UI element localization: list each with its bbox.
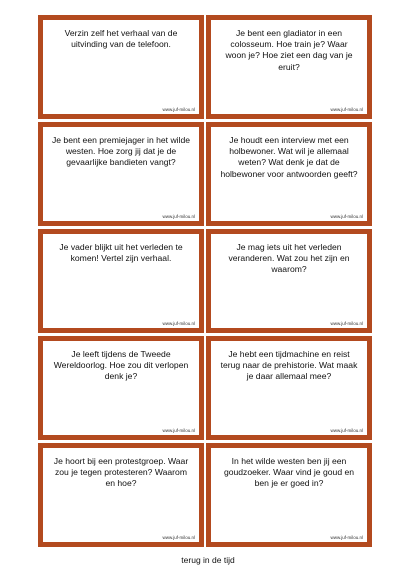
story-card bbox=[38, 336, 204, 440]
story-card bbox=[38, 122, 204, 226]
footer-title: terug in de tijd bbox=[181, 555, 235, 565]
story-card bbox=[38, 443, 204, 547]
card-question: Je bent een premiejager in het wilde westen. Hoe zorg jij dat je de gevaarlijke bandieten vangt? bbox=[51, 135, 191, 168]
card-question: Verzin zelf het verhaal van de uitvinding van de telefoon. bbox=[64, 28, 178, 50]
story-card bbox=[206, 229, 372, 333]
story-card bbox=[206, 122, 372, 226]
card-url: www.juf-milou.nl bbox=[162, 214, 195, 219]
story-card bbox=[206, 443, 372, 547]
card-url: www.juf-milou.nl bbox=[162, 107, 195, 112]
card-question: Je mag iets uit het verleden veranderen. Wat zou het zijn en waarom? bbox=[228, 242, 350, 275]
card-question: In het wilde westen ben jij een goudzoeker. Waar vind je goud en ben je er goed in? bbox=[223, 456, 355, 489]
card-url: www.juf-milou.nl bbox=[162, 321, 195, 326]
card-question: Je leeft tijdens de Tweede Wereldoorlog. Hoe zou dit verlopen denk je? bbox=[53, 349, 189, 382]
card-url: www.juf-milou.nl bbox=[330, 107, 363, 112]
story-card bbox=[206, 336, 372, 440]
card-sheet bbox=[38, 15, 372, 547]
story-card bbox=[38, 229, 204, 333]
card-question: Je vader blijkt uit het verleden te komen! Vertel zijn verhaal. bbox=[59, 242, 183, 264]
card-url: www.juf-milou.nl bbox=[162, 428, 195, 433]
card-question: Je bent een gladiator in een colosseum. Hoe train je? Waar woon je? Hoe ziet een dag van je eruit? bbox=[225, 28, 353, 72]
story-card bbox=[38, 15, 204, 119]
card-question: Je hoort bij een protestgroep. Waar zou je tegen protesteren? Waarom en hoe? bbox=[53, 456, 189, 489]
card-question: Je houdt een interview met een holbewoner. Wat wil je allemaal weten? Wat denk je dat de holbewoner voor antwoorden geeft? bbox=[220, 135, 358, 179]
story-card bbox=[206, 15, 372, 119]
card-url: www.juf-milou.nl bbox=[330, 535, 363, 540]
card-url: www.juf-milou.nl bbox=[162, 535, 195, 540]
card-url: www.juf-milou.nl bbox=[330, 428, 363, 433]
card-url: www.juf-milou.nl bbox=[330, 321, 363, 326]
card-question: Je hebt een tijdmachine en reist terug naar de prehistorie. Wat maak je daar allemaal mee? bbox=[220, 349, 358, 382]
card-url: www.juf-milou.nl bbox=[330, 214, 363, 219]
